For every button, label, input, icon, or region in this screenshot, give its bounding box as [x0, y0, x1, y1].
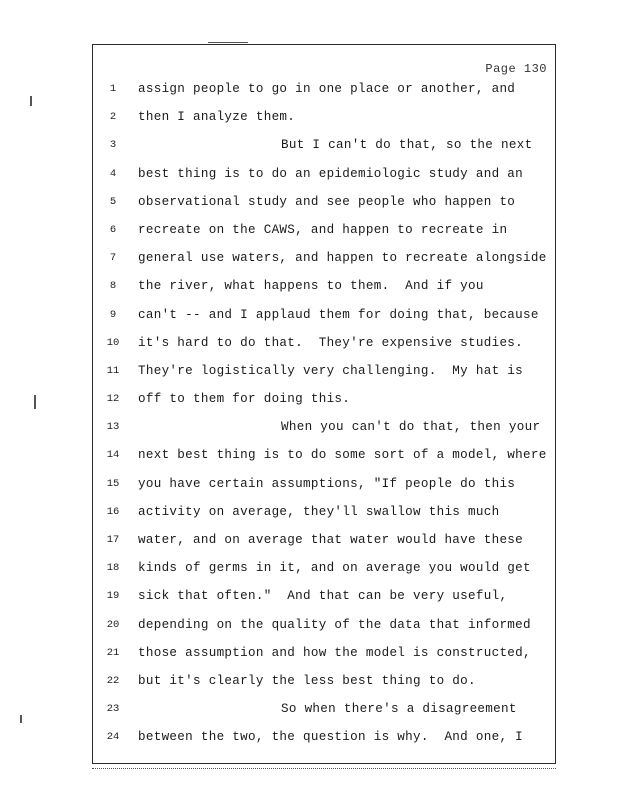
transcript-line [93, 75, 557, 103]
transcript-line [93, 413, 557, 441]
transcript-line [93, 272, 557, 300]
line-number: 1 [109, 83, 117, 95]
line-number: 13 [106, 421, 120, 434]
transcript-line [93, 188, 557, 216]
line-text: those assumption and how the model is constructed, [138, 645, 531, 660]
line-text: then I analyze them. [138, 110, 296, 125]
page-number: Page 130 [485, 62, 547, 76]
transcript-line [93, 723, 557, 751]
line-number: 15 [106, 477, 120, 490]
line-text: between the two, the question is why. And one, I [138, 730, 524, 745]
line-number: 7 [109, 252, 117, 265]
line-number: 8 [109, 280, 117, 293]
transcript-line [93, 160, 557, 188]
footer-scan-line [92, 768, 556, 771]
line-number: 10 [106, 336, 120, 349]
line-number: 19 [106, 590, 120, 603]
transcript-line [93, 554, 557, 582]
line-text: But I can't do that, so the next [281, 138, 533, 153]
line-text: but it's clearly the less best thing to do. [138, 673, 476, 688]
line-text: best thing is to do an epidemiologic study and an [138, 166, 524, 181]
line-text: the river, what happens to them. And if you [138, 279, 484, 294]
line-text: water, and on average that water would have these [138, 533, 524, 547]
transcript-line [93, 582, 557, 610]
line-number: 18 [106, 562, 120, 575]
line-text: you have certain assumptions, "If people do this [138, 476, 516, 491]
transcript-line [93, 639, 557, 667]
scan-mark [20, 715, 22, 723]
transcript-line [93, 244, 557, 272]
line-number: 20 [106, 618, 120, 631]
line-text: off to them for doing this. [138, 392, 351, 407]
transcript-line [93, 611, 557, 639]
line-number: 11 [106, 364, 120, 377]
line-text: next best thing is to do some sort of a model, where [138, 448, 547, 463]
transcript-line [93, 385, 557, 413]
transcript-line [93, 695, 557, 723]
transcript-line [93, 470, 557, 498]
line-number: 3 [109, 139, 117, 152]
line-number: 22 [106, 674, 120, 687]
line-text: recreate on the CAWS, and happen to recreate in [138, 222, 508, 237]
line-number: 4 [109, 167, 117, 180]
transcript-page [92, 44, 556, 764]
transcript-lines [93, 75, 557, 752]
transcript-line [93, 357, 557, 385]
line-text: activity on average, they'll swallow this much [138, 504, 500, 519]
line-number: 21 [106, 646, 120, 659]
line-number: 16 [106, 505, 120, 518]
transcript-line [93, 103, 557, 131]
line-number: 24 [106, 731, 120, 744]
line-text: general use waters, and happen to recreate alongside [138, 251, 547, 266]
scan-mark [208, 42, 248, 43]
line-number: 17 [106, 534, 120, 546]
line-text: They're logistically very challenging. My hat is [138, 363, 524, 378]
line-text: kinds of germs in it, and on average you would get [138, 561, 531, 576]
line-number: 14 [106, 449, 120, 462]
transcript-line [93, 441, 557, 469]
line-text: So when there's a disagreement [281, 702, 517, 717]
line-number: 6 [109, 223, 117, 236]
transcript-line [93, 329, 557, 357]
transcript-line [93, 498, 557, 526]
transcript-line [93, 216, 557, 244]
line-text: it's hard to do that. They're expensive studies. [138, 335, 524, 350]
transcript-line [93, 301, 557, 329]
scan-mark [34, 395, 36, 409]
line-number: 5 [109, 195, 117, 208]
transcript-line [93, 526, 557, 554]
line-text: can't -- and I applaud them for doing that, because [138, 307, 539, 322]
line-number: 9 [109, 308, 117, 321]
line-text: When you can't do that, then your [281, 420, 541, 435]
line-number: 12 [106, 393, 120, 406]
line-text: depending on the quality of the data that informed [138, 617, 531, 632]
scan-mark [30, 96, 32, 106]
line-text: assign people to go in one place or another, and [138, 82, 516, 96]
line-text: observational study and see people who happen to [138, 194, 516, 209]
transcript-line [93, 131, 557, 159]
line-text: sick that often." And that can be very useful, [138, 589, 508, 604]
line-number: 23 [106, 703, 120, 716]
transcript-line [93, 667, 557, 695]
line-number: 2 [109, 111, 117, 124]
